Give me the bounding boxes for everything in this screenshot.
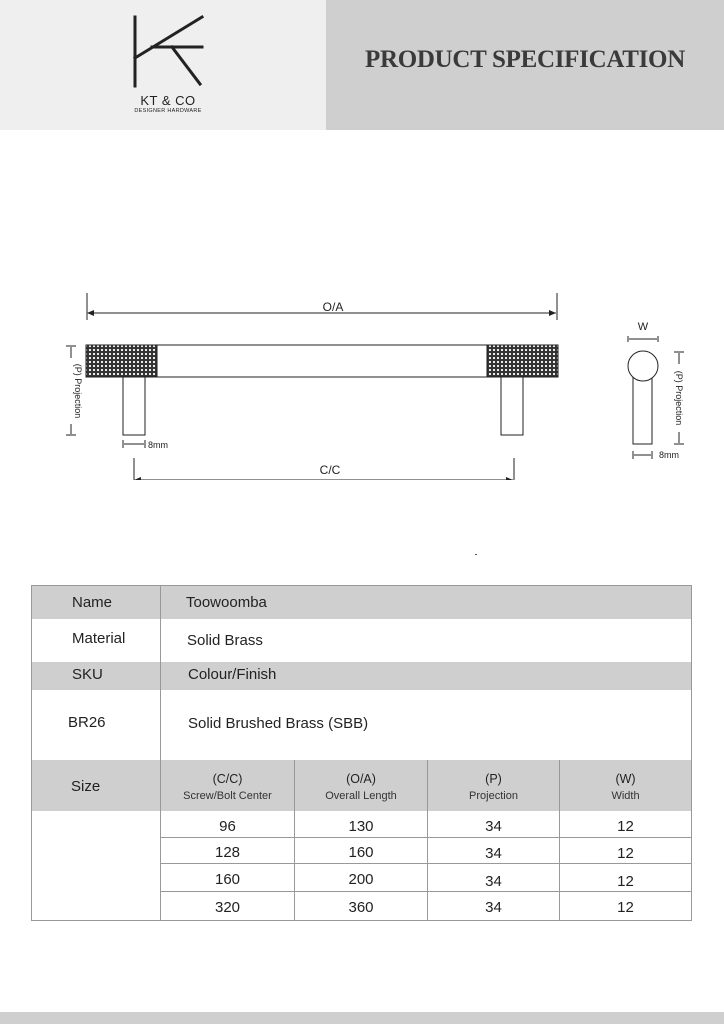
- table-cell: 12: [617, 818, 634, 835]
- table-cell: 320: [214, 899, 241, 916]
- cc-label: C/C: [319, 463, 341, 477]
- page-title: PRODUCT SPECIFICATION: [365, 46, 685, 73]
- table-cell: 12: [617, 899, 634, 916]
- base-label-right: 8mm: [659, 450, 679, 460]
- oa-label: O/A: [322, 300, 344, 314]
- row-divider: [160, 891, 691, 892]
- table-cell: 360: [348, 899, 374, 916]
- material-value: Solid Brass: [187, 632, 263, 649]
- footer-bar: [0, 1012, 724, 1024]
- table-cell: 128: [214, 844, 241, 861]
- table-cell: 12: [617, 873, 634, 890]
- projection-label-left: (P) Projection: [73, 363, 83, 419]
- base-label-left: 8mm: [148, 440, 168, 450]
- projection-label-right: (P) Projection: [674, 370, 684, 426]
- table-cell: 200: [348, 871, 374, 888]
- col-sub-w: Width: [611, 790, 640, 802]
- kt-co-logo-icon: [130, 14, 206, 90]
- table-cell: 96: [219, 818, 236, 835]
- table-cell: 12: [617, 845, 634, 862]
- sku-label: SKU: [72, 666, 103, 683]
- sku-value: BR26: [68, 714, 106, 731]
- width-label: W: [637, 321, 649, 333]
- label-divider: [160, 586, 161, 920]
- logo-name: KT & CO: [140, 93, 196, 108]
- sku-row-bg: [32, 662, 691, 690]
- size-label: Size: [71, 778, 101, 795]
- finish-label: Colour/Finish: [188, 666, 277, 683]
- product-drawing: [0, 280, 724, 480]
- col-sub-cc: Screw/Bolt Center: [183, 790, 272, 802]
- side-view: [628, 336, 658, 444]
- table-cell: 34: [485, 873, 502, 890]
- col-header-cc: (C/C): [212, 772, 243, 786]
- finish-value: Solid Brushed Brass (SBB): [188, 715, 369, 732]
- name-value: Toowoomba: [186, 594, 267, 611]
- table-cell: 34: [485, 899, 502, 916]
- col-sub-p: Projection: [469, 790, 518, 802]
- table-cell: 160: [214, 871, 241, 888]
- spec-table: [31, 585, 692, 921]
- col-header-p: (P): [485, 772, 502, 786]
- table-cell: 34: [485, 818, 502, 835]
- col-header-oa: (O/A): [346, 772, 376, 786]
- table-cell: 160: [348, 844, 374, 861]
- name-row-bg: [32, 586, 691, 619]
- table-cell: 34: [485, 845, 502, 862]
- logo-subtitle: DESIGNER HARDWARE: [134, 108, 202, 114]
- row-divider: [160, 863, 691, 864]
- base-dimension-right: [633, 451, 652, 459]
- base-dimension-left: [123, 440, 145, 448]
- row-divider: [160, 837, 691, 838]
- stray-dot: [475, 554, 477, 555]
- table-cell: 130: [348, 818, 374, 835]
- col-sub-oa: Overall Length: [325, 790, 397, 802]
- material-label: Material: [72, 630, 126, 647]
- handle-bar: [86, 345, 558, 435]
- col-header-w: (W): [615, 772, 636, 786]
- name-label: Name: [72, 594, 113, 611]
